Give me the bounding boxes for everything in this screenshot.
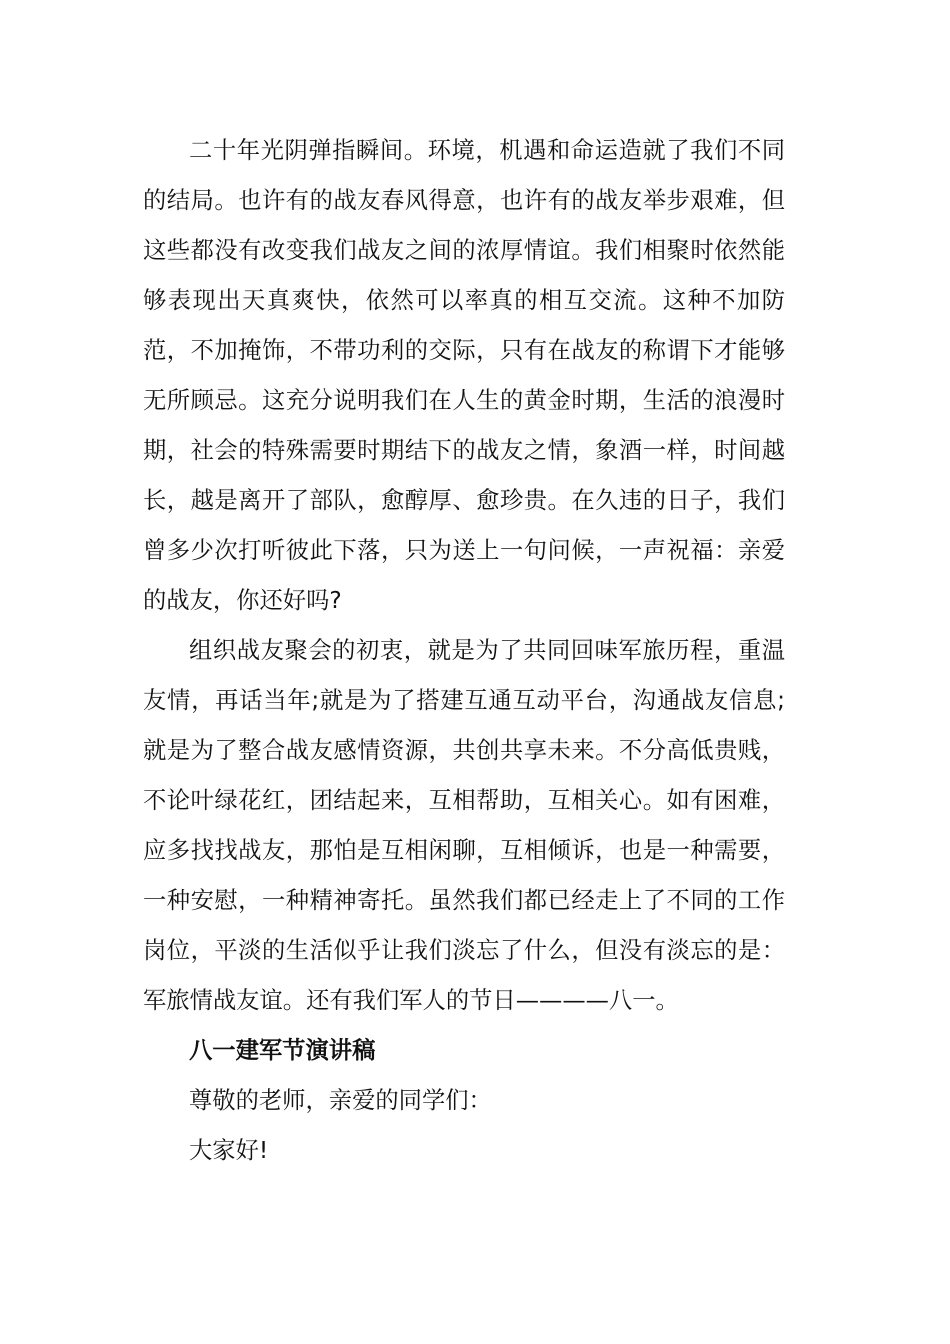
paragraph-comrades-friendship: 二十年光阴弹指瞬间。环境，机遇和命运造就了我们不同的结局。也许有的战友春风得意，也许有的战友举步艰难，但这些都没有改变我们战友之间的浓厚情谊。我们相聚时依然能够表现出天真爽快，依然可以率真的相互交流。这种不加防范，不加掩饰，不带功利的交际，只有在战友的称谓下才能够无所顾忌。这充分说明我们在人生的黄金时期，生活的浪漫时期，社会的特殊需要时期结下的战友之情，象酒一样，时间越长，越是离开了部队，愈醇厚、愈珍贵。在久违的日子，我们曾多少次打听彼此下落，只为送上一句问候，一声祝福：亲爱的战友，你还好吗? <box>143 137 785 614</box>
document-body <box>143 126 785 1176</box>
speech-salutation: 尊敬的老师，亲爱的同学们： <box>189 1087 492 1114</box>
paragraph-reunion-purpose: 组织战友聚会的初衷，就是为了共同回味军旅历程，重温友情，再话当年;就是为了搭建互通互动平台，沟通战友信息;就是为了整合战友感情资源，共创共享未来。不分高低贵贱，不论叶绿花红，团结起来，互相帮助，互相关心。如有困难，应多找找战友，那怕是互相闲聊，互相倾诉，也是一种需要，一种安慰，一种精神寄托。虽然我们都已经走上了不同的工作岗位，平淡的生活似乎让我们淡忘了什么，但没有淡忘的是：军旅情战友谊。还有我们军人的节日————八一。 <box>143 637 785 1014</box>
speech-greeting: 大家好! <box>189 1137 269 1164</box>
speech-heading: 八一建军节演讲稿 <box>189 1037 376 1064</box>
